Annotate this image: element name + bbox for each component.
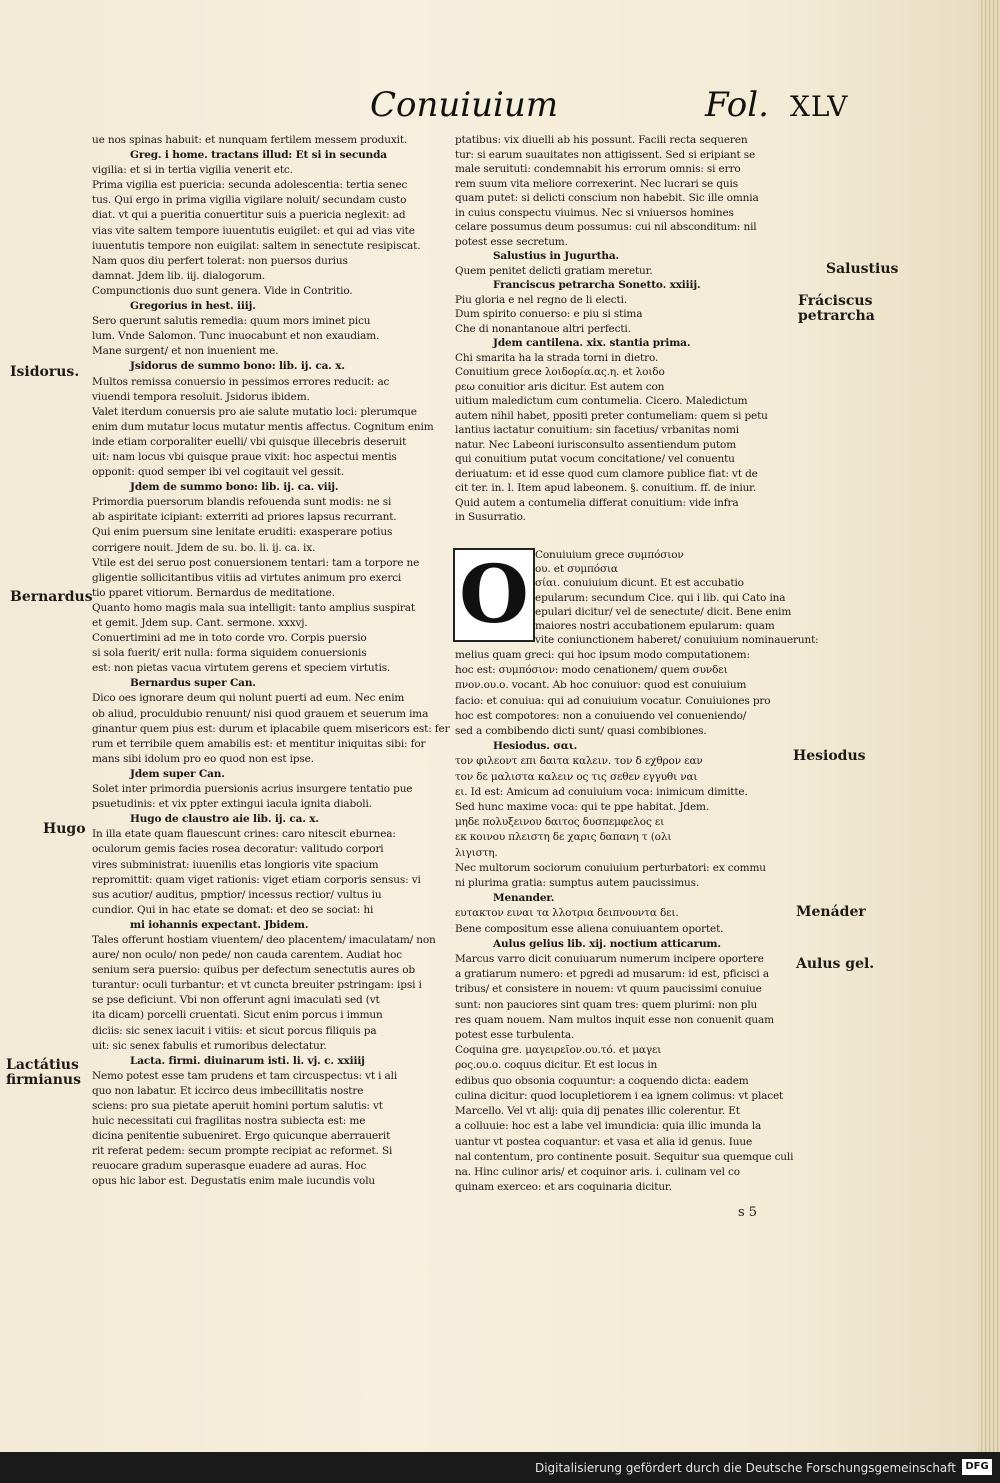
text-line: hoc est compotores: non a conuiuendo vel conueniendo/ [455, 709, 747, 722]
text-line: εκ κοινου πλειστη δε χαρις δαπανη τ (ολι [455, 831, 672, 844]
text-line: cit ter. in. l. Item apud labeonem. §. conuitium. ff. de iniur. [455, 482, 757, 494]
text-line: uantur vt postea coquantur: et vasa et alia id genus. Iuue [455, 1135, 753, 1148]
text-line: Qui enim puersum sine lenitate eruditi: exasperare potius [92, 526, 393, 539]
marginal-note-lactantius: Lactátius firmianus [6, 1057, 81, 1088]
text-line: quo non labatur. Et iccirco deus imbecillitatis nostre [92, 1084, 364, 1097]
text-line: a gratiarum numero: et pgredi ad musarum: id est, pficisci a [455, 968, 769, 981]
folio-number: XLV [790, 90, 849, 123]
text-line: diciis: sic senex iacuit i vitiis: et sicut porcus filiquis pa [92, 1024, 377, 1037]
text-line: Bene compositum esse aliena conuiuantem oportet. [455, 922, 724, 935]
text-line: turantur: oculi turbantur: et vt cuncta breuiter pstringam: ipsi i [92, 979, 422, 992]
text-line: Jdem cantilena. xix. stantia prima. [493, 337, 691, 349]
text-line: se pse deficiunt. Vbi non offerunt agni imaculati sed (vt [92, 994, 380, 1007]
text-line: aure/ non oculo/ non pede/ non cauda carentem. Audiat hoc [92, 949, 403, 962]
text-line: Hugo de claustro aie lib. ij. ca. x. [130, 813, 319, 826]
text-line: Gregorius in hest. iiij. [130, 300, 256, 313]
text-line: Quem penitet delicti gratiam meretur. [455, 264, 653, 277]
text-line: vires subministrat: iuuenilis etas longioris vite spacium [92, 858, 379, 871]
text-line: huic necessitati cui fragilitas nostra subiecta est: me [92, 1115, 366, 1128]
text-line: Salustius in Jugurtha. [493, 250, 619, 262]
text-line: sciens: pro sua pietate aperuit homini portum salutis: vt [92, 1100, 383, 1112]
text-line: Coquina gre. μαγειρεῖον.ου.τό. et μαγει [455, 1044, 662, 1057]
text-line: Conuiuium grece συμπόσιον [535, 549, 684, 561]
text-line: a colluuie: hoc est a labe vel imundicia: quia illic imunda la [455, 1120, 762, 1133]
text-line: Prima vigilia est puericia: secunda adolescentia: tertia senec [92, 179, 408, 192]
text-line: nal contentum, pro continente posuit. Sequitur sua quemque culi [455, 1150, 794, 1163]
marginal-note-menander: Menáder [796, 904, 866, 920]
text-line: natur. Nec Labeoni iurisconsulto assentiendum putom [455, 438, 737, 451]
text-line: et gemit. Jdem sup. Cant. sermone. xxxvj. [92, 617, 308, 629]
text-line: sed a combibendo dicti sunt/ quasi combibiones. [455, 725, 707, 738]
text-line: corrigere nouit. Jdem de su. bo. li. ij. ca. ix. [92, 541, 316, 554]
text-line: τον δε μαλιστα καλειν ος τις σεθεν εγγυθι ναι [455, 770, 698, 783]
text-line: gligentie sollicitantibus vitiis ad virtutes animum pro exerci [92, 571, 402, 584]
text-line: quinam exerceo: et ars coquinaria dicitur. [455, 1181, 672, 1194]
text-line: Marcus varro dicit conuiuarum numerum incipere oportere [455, 953, 764, 966]
text-line: vite coniunctionem haberet/ conuiuium nominauerunt: [535, 634, 819, 647]
decorated-initial-letter: O [453, 548, 535, 642]
text-line: uit: sic senex fabulis et rumoribus delectatur. [92, 1039, 327, 1052]
text-line: ptatibus: vix diuelli ab his possunt. Facili recta sequeren [455, 134, 748, 146]
text-line: ρεω conuitior aris dicitur. Est autem con [455, 380, 665, 393]
text-line: πνον.ου.ο. vocant. Ab hoc conuiuor: quod est conuiuium [455, 679, 747, 692]
text-line: Bernardus super Can. [130, 677, 256, 690]
text-line: in cuius conspectu viuimus. Nec si vniuersos homines [455, 206, 734, 219]
digitization-credit: Digitalisierung gefördert durch die Deutsche Forschungsgemeinschaft [534, 1461, 956, 1475]
right-text-column-initial [535, 548, 819, 647]
text-line: Hesiodus. σαι. [493, 740, 578, 753]
text-line: rem suum vita meliore correxerint. Nec lucrari se quis [455, 177, 738, 190]
text-line: Valet iterdum conuersis pro aie salute mutatio loci: plerumque [92, 405, 417, 418]
marginal-note-bernardus: Bernardus [10, 589, 93, 605]
text-line: vigilia: et si in tertia vigilia venerit etc. [92, 164, 293, 177]
text-line: ab aspiritate icipiant: exterriti ad priores lapsus recurrant. [92, 511, 397, 524]
text-line: Compunctionis duo sunt genera. Vide in Contritio. [92, 284, 353, 297]
text-line: Multos remissa conuersio in pessimos errores reducit: ac [92, 375, 390, 388]
text-line: autem nihil habet, ppositi preter contumeliam: quem si petu [455, 409, 768, 422]
text-line: Aulus gelius lib. xij. noctium atticarum. [493, 937, 721, 950]
text-line: cundior. Qui in hac etate se domat: et deo se sociat: hi [92, 903, 374, 916]
text-line: Jdem super Can. [130, 767, 225, 780]
text-line: opponit: quod semper ibi vel cogitauit vel gessit. [92, 466, 345, 479]
text-line: in Susurratio. [455, 511, 526, 523]
text-line: psuetudinis: et vix ppter extingui iacula ignita diaboli. [92, 798, 372, 811]
text-line: Jsidorus de summo bono: lib. ij. ca. x. [130, 360, 345, 373]
text-line: rum et terribile quem amabilis est: et mentitur iniquitas sibi: for [92, 737, 426, 750]
text-line: ρος.ου.ο. coquus dicitur. Et est locus in [455, 1059, 658, 1072]
marginal-note-isidorus: Isidorus. [10, 364, 80, 380]
text-line: tribus/ et consistere in nouem: vt quum paucissimi conuiue [455, 983, 762, 996]
text-line: edibus quo obsonia coquuntur: a coquendo dicta: eadem [455, 1074, 749, 1087]
text-line: ob aliud, proculdubio renuunt/ nisi quod grauem et seuerum ima [92, 707, 429, 720]
marginal-note-salustius: Salustius [826, 261, 899, 277]
text-line: ευτακτον ειναι τα λλοτρια δειπνουντα δει. [455, 907, 679, 920]
text-line: deriuatum: et id esse quod cum clamore publice fiat: vt de [455, 467, 758, 480]
text-line: res quam nouem. Nam multos inquit esse non conuenit quam [455, 1013, 774, 1026]
text-line: Franciscus petrarcha Sonetto. xxiiij. [493, 279, 701, 291]
text-line: potest esse turbulenta. [455, 1029, 575, 1042]
text-line: Marcello. Vel vt alij: quia dij penates illic colerentur. Et [455, 1105, 740, 1118]
text-line: λιγιστη. [455, 846, 498, 859]
text-line: tio pparet vitiorum. Bernardus de meditatione. [92, 586, 335, 599]
text-line: Solet inter primordia puersionis acrius insurgere tentatio pue [92, 783, 413, 796]
text-line: Piu gloria e nel regno de li electi. [455, 293, 628, 306]
text-line: hoc est: συμπόσιον: modo cenationem/ quem συνδει [455, 664, 728, 677]
text-line: ginantur quem pius est: durum et iplacabile quem misericors est: fer [92, 722, 450, 735]
text-line: enim dum mutatur locus mutatur mentis affectus. Cognitum enim [92, 420, 434, 433]
text-line: sunt: non pauciores sint quam tres: quem plurimi: non plu [455, 998, 758, 1011]
text-line: inde etiam corporaliter euelli/ vbi quisque illecebris deseruit [92, 435, 407, 448]
text-line: ει. Id est: Amicum ad conuiuium voca: inimicum dimitte. [455, 785, 748, 798]
text-line: Nam quos diu perfert tolerat: non puersos durius [92, 254, 348, 267]
text-line: Quid autem a contumelia differat conuitium: vide infra [455, 496, 739, 509]
text-line: Mane surgent/ et non inuenient me. [92, 345, 279, 358]
text-line: Greg. i home. tractans illud: Et si in secunda [130, 149, 387, 162]
text-line: potest esse secretum. [455, 235, 568, 248]
text-line: Jdem de summo bono: lib. ij. ca. viij. [130, 481, 339, 494]
text-line: mans sibi idolum pro eo quod non est ipse. [92, 752, 314, 765]
text-line: μηδε πολυξεινου δαιτος δυσπεμφελος ει [455, 816, 665, 829]
text-line: uit: nam locus vbi quisque praue vixit: hoc aspectui mentis [92, 450, 397, 463]
text-line: vias vite saltem tempore iuuentutis euigilet: et qui ad vias vite [92, 224, 415, 237]
marginal-note-hugo: Hugo [43, 821, 86, 837]
text-line: lum. Vnde Salomon. Tunc inuocabunt et non exaudiam. [92, 330, 380, 343]
marginal-note-petrarcha: Fráciscus petrarcha [798, 293, 875, 324]
text-line: dicina penitentie subueniret. Ergo quicunque aberrauerit [92, 1130, 391, 1143]
folio-label: Fol. [705, 85, 769, 125]
right-text-column-bottom [455, 648, 794, 1195]
text-line: Vtile est dei seruo post conuersionem tentari: tam a torpore ne [92, 556, 420, 569]
text-line: tus. Qui ergo in prima vigilia vigilare noluit/ secundam custo [92, 194, 407, 207]
text-line: Sed hunc maxime voca: qui te ppe habitat. Jdem. [455, 801, 710, 814]
text-line: Lacta. firmi. diuinarum isti. li. vj. c. xxiiij [130, 1054, 365, 1067]
text-line: lantius iactatur conuitium: sin facetius/ vrbanitas nomi [455, 424, 739, 436]
text-line: quam putet: si delicti conscium non habebit. Sic ille omnia [455, 192, 759, 204]
text-line: Conuitium grece λοιδορία.ας.η. et λοιδο [455, 366, 665, 378]
text-line: Chi smarita ha la strada torni in dietro. [455, 351, 659, 364]
running-title: Conuiuium [370, 85, 559, 125]
text-line: Nemo potest esse tam prudens et tam circuspectus: vt i ali [92, 1069, 398, 1082]
text-line: rit referat pedem: secum prompte recipiat ac reformet. Si [92, 1145, 393, 1158]
dfg-logo: DFG [962, 1459, 992, 1475]
text-line: Primordia puersorum blandis refouenda sunt modis: ne si [92, 496, 392, 509]
text-line: ue nos spinas habuit: et nunquam fertilem messem produxit. [92, 134, 408, 146]
text-line: est: non pietas vacua virtutem gerens et speciem virtutis. [92, 662, 391, 675]
text-line: repromittit: quam viget rationis: viget etiam corporis sensus: vi [92, 873, 421, 886]
text-line: Sero querunt salutis remedia: quum mors iminet picu [92, 315, 371, 328]
text-line: Che di nonantanoue altri perfecti. [455, 322, 631, 335]
text-line: In illa etate quam flauescunt crines: caro nitescit eburnea: [92, 828, 396, 841]
text-line: oculorum gemis facies rosea decoratur: valitudo corpori [92, 843, 384, 856]
text-line: epularum: secundum Cice. qui i lib. qui Cato ina [535, 591, 786, 604]
text-line: Nec multorum sociorum conuiuium perturbatori: ex commu [455, 861, 766, 874]
text-line: si sola fuerit/ erit nulla: forma siquidem conuersionis [92, 647, 367, 660]
text-line: Dum spirito conuerso: e piu si stima [455, 308, 643, 320]
text-line: senium sera puersio: quibus per defectum senectutis aures ob [92, 964, 415, 977]
text-line: uitium maledictum cum contumelia. Cicero. Maledictum [455, 395, 748, 407]
text-line: damnat. Jdem lib. iij. dialogorum. [92, 269, 266, 282]
text-line: sus acutior/ auditus, pmptior/ incessus rectior/ vultus iu [92, 888, 382, 901]
right-text-column-top [455, 133, 785, 525]
text-line: culina dicitur: quod locupletiorem i ea ignem colimus: vt placet [455, 1089, 784, 1102]
page-edge-strip [978, 0, 1000, 1452]
text-line: maiores nostri accubationem epularum: quam [535, 620, 775, 633]
text-line: na. Hinc culinor aris/ et coquinor aris. i. culinam vel co [455, 1165, 740, 1178]
text-line: diat. vt qui a pueritia conuertitur suis a puericia neglexit: ad [92, 209, 406, 222]
text-line: qui conuitium putat vocum concitatione/ vel conuentu [455, 453, 735, 465]
text-line: Quanto homo magis mala sua intelligit: tanto amplius suspirat [92, 601, 415, 614]
text-line: viuendi tempora resoluit. Jsidorus ibidem. [92, 390, 310, 403]
marginal-note-aulus: Aulus gel. [796, 956, 875, 972]
text-line: facio: et conuiua: qui ad conuiuium vocatur. Conuiuiones pro [455, 694, 771, 707]
text-line: melius quam greci: qui hoc ipsum modo computationem: [455, 649, 750, 661]
text-line: tur: si earum suauitates non attigissent. Sed si eripiant se [455, 148, 756, 161]
text-line: ου. et συμπόσια [535, 563, 618, 576]
signature-mark: s 5 [738, 1205, 758, 1220]
text-line: ni plurima gratia: sumptus autem paucissimus. [455, 877, 700, 890]
text-line: Menander. [493, 892, 555, 905]
text-line: Dico oes ignorare deum qui nolunt puerti ad eum. Nec enim [92, 692, 405, 705]
text-line: opus hic labor est. Degustatis enim male iucundis volu [92, 1175, 376, 1188]
text-line: ita dicam) porcelli cruentati. Sicut enim porcus i immun [92, 1009, 383, 1022]
text-line: male seruituti: condemnabit his errorum omnis: si erro [455, 163, 741, 175]
left-text-column [92, 133, 450, 1190]
text-line: celare possumus deum possumus: cui nil absconditum: nil [455, 221, 757, 233]
marginal-note-hesiodus: Hesiodus [793, 748, 866, 764]
text-line: Conuertimini ad me in toto corde vro. Corpis puersio [92, 632, 367, 645]
text-line: σίαι. conuiuium dicunt. Et est accubatio [535, 577, 744, 590]
text-line: τον φιλεοντ επι δαιτα καλειν. τον δ εχθρον εαν [455, 755, 703, 768]
text-line: reuocare gradum superasque euadere ad auras. Hoc [92, 1160, 367, 1173]
text-line: mi iohannis expectant. Jbidem. [130, 918, 309, 931]
text-line: Tales offerunt hostiam viuentem/ deo placentem/ imaculatam/ non [92, 933, 436, 946]
text-line: epulari dicitur/ vel de senectute/ dicit. Bene enim [535, 605, 792, 618]
text-line: iuuentutis tempore non euigilat: saltem in senectute resipiscat. [92, 239, 421, 252]
